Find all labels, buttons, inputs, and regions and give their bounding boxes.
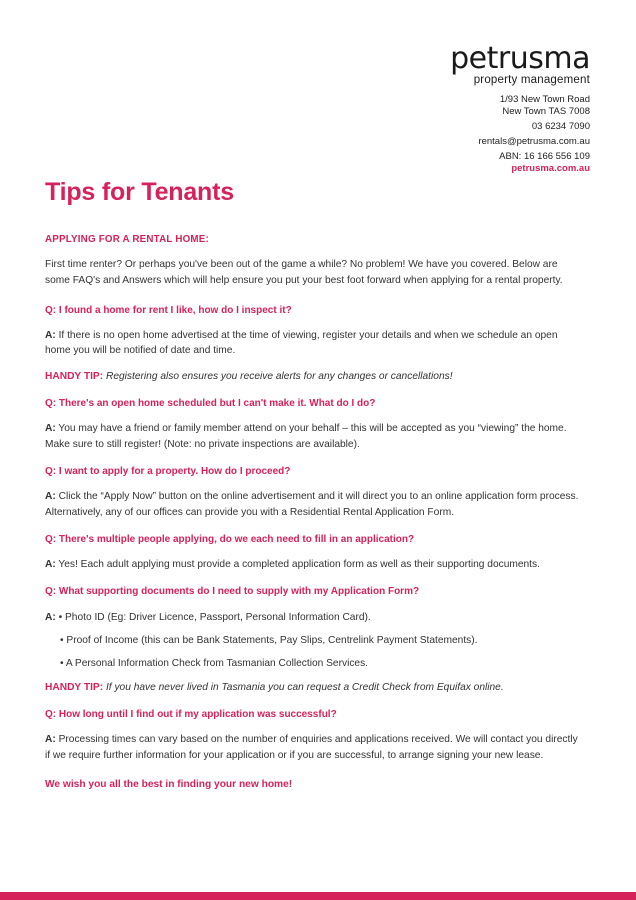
faq-answer xyxy=(45,610,585,625)
faq-answer xyxy=(45,489,585,520)
answer-text: Yes! Each adult applying must provide a completed application form as well as their supporting documents. xyxy=(58,559,540,571)
closing-message: We wish you all the best in finding your new home! xyxy=(45,778,293,790)
faq-answer xyxy=(45,732,585,763)
answer-text: Click the “Apply Now” button on the online advertisement and it will direct you to an online application form process. Alternatively, any of our offices can provide you with a Residential Rental Application Form. xyxy=(45,491,579,518)
bullet-item: • Proof of Income (this can be Bank Statements, Pay Slips, Centrelink Payment Statements). xyxy=(60,635,478,647)
answer-text: If there is no open home advertised at the time of viewing, register your details and when we schedule an open home you will be notified of date and time. xyxy=(45,330,558,357)
faq-question: Q: I want to apply for a property. How do I proceed? xyxy=(45,465,291,477)
answer-text: You may have a friend or family member attend on your behalf – this will be accepted as you “viewing” the home. Make sure to still register! (Note: no private inspections are available). xyxy=(45,423,567,450)
handy-tip xyxy=(45,680,585,695)
answer-label: A: xyxy=(45,330,56,342)
answer-label: A: xyxy=(45,611,56,623)
answer-label: A: xyxy=(45,491,56,503)
logo xyxy=(450,41,590,87)
logo-tagline: property management xyxy=(473,74,590,86)
footer-accent-bar xyxy=(0,892,636,900)
email-link[interactable]: rentals@petrusma.com.au xyxy=(478,136,590,147)
faq-question: Q: There's an open home scheduled but I can't make it. What do I do? xyxy=(45,398,376,410)
bullet-item: • A Personal Information Check from Tasmanian Collection Services. xyxy=(60,658,369,670)
faq-question: Q: How long until I find out if my application was successful? xyxy=(45,708,337,720)
answer-text: Processing times can vary based on the number of enquiries and applications received. We will contact you directly if we require further information for your application or if you are successful, to arrange signing your new lease. xyxy=(45,734,578,761)
faq-answer xyxy=(45,421,585,452)
faq-answer xyxy=(45,328,585,359)
faq-question: Q: There's multiple people applying, do we each need to fill in an application? xyxy=(45,533,415,545)
abn: ABN: 16 166 556 109 xyxy=(499,151,590,162)
page-title: Tips for Tenants xyxy=(45,178,234,206)
handy-tip-label: HANDY TIP: xyxy=(45,681,104,693)
phone-number: 03 6234 7090 xyxy=(531,121,590,132)
contact-block xyxy=(478,94,590,175)
handy-tip xyxy=(45,369,585,384)
handy-tip-label: HANDY TIP: xyxy=(45,370,104,382)
handy-tip-text: Registering also ensures you receive alerts for any changes or cancellations! xyxy=(105,370,453,382)
answer-label: A: xyxy=(45,559,56,571)
logo-name: petrusma xyxy=(450,41,590,76)
document-body xyxy=(45,232,585,792)
answer-label: A: xyxy=(45,734,56,746)
handy-tip-text: If you have never lived in Tasmania you can request a Credit Check from Equifax online. xyxy=(105,681,504,693)
faq-question: Q: I found a home for rent I like, how do I inspect it? xyxy=(45,304,292,316)
faq-answer xyxy=(45,557,585,572)
bullet-item: • Photo ID (Eg: Driver Licence, Passport, Personal Information Card). xyxy=(58,611,371,623)
answer-label: A: xyxy=(45,423,56,435)
address-line-2: New Town TAS 7008 xyxy=(502,106,590,117)
website-link[interactable]: petrusma.com.au xyxy=(511,163,590,174)
address-line-1: 1/93 New Town Road xyxy=(499,94,590,105)
faq-question: Q: What supporting documents do I need to supply with my Application Form? xyxy=(45,586,420,598)
intro-paragraph: First time renter? Or perhaps you've been out of the game a while? No problem! We have you covered. Below are some FAQ's and Answers which will help ensure you put your best foot forward when applying for a rental property. xyxy=(45,259,563,286)
section-heading: APPLYING FOR A RENTAL HOME: xyxy=(45,234,209,245)
